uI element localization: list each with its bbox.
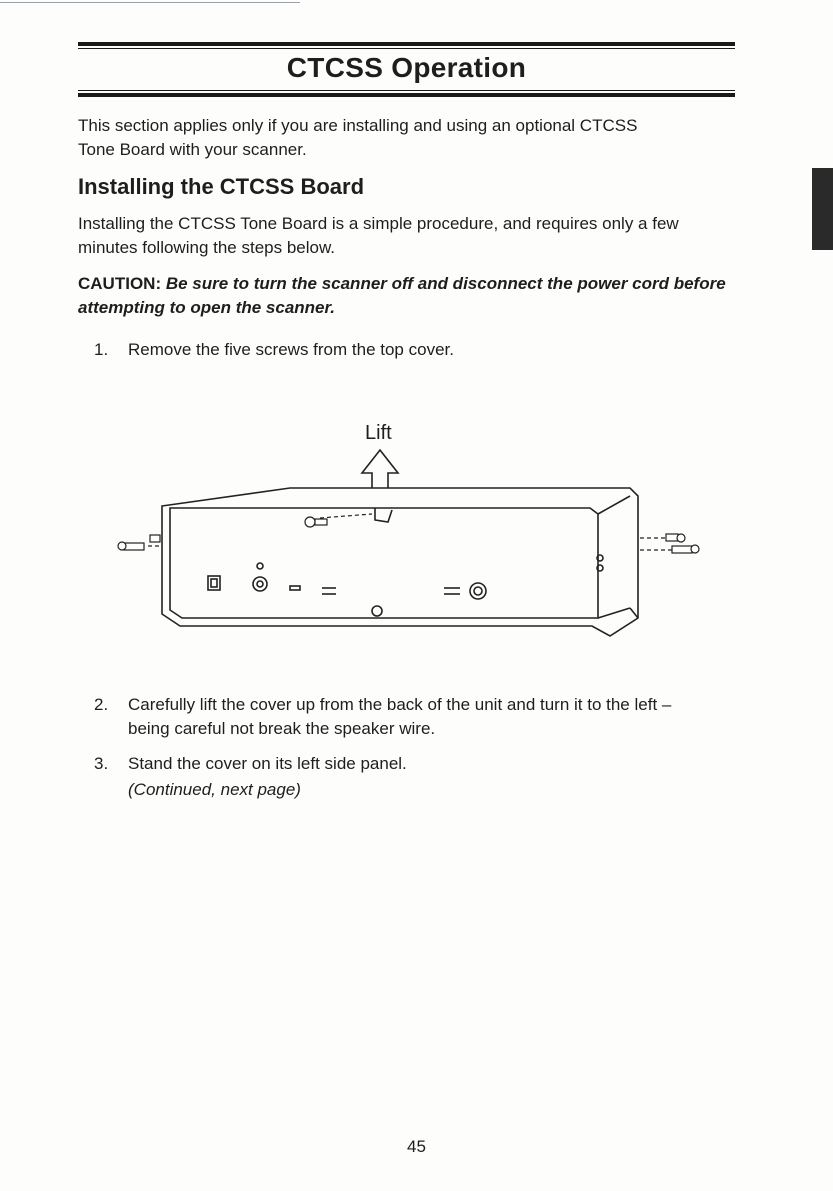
screw-icon [672,545,699,553]
title-rule-bottom [78,93,735,97]
scanner-body-outline [162,488,638,636]
screw-icon [666,534,685,542]
lift-arrow-icon [362,450,398,488]
caution-paragraph [78,272,738,320]
step-2 [94,693,714,741]
step-1 [94,338,714,362]
scan-top-line [0,2,300,3]
figure-lift-label: Lift [365,422,392,444]
title-rule-top [78,42,735,46]
step-number: 1. [94,340,109,359]
screw-icon [305,517,327,527]
title-rule-bottom-thin [78,90,735,91]
caution-label: CAUTION: [78,274,162,293]
step-text: Stand the cover on its left side panel. [128,754,407,773]
intro-paragraph: This section applies only if you are installing and using an optional CTCSS Tone Board with your scanner. [78,116,638,159]
section-heading: Installing the CTCSS Board [78,174,365,199]
screw-icon [118,542,144,550]
page-number: 45 [407,1137,426,1156]
step-3 [94,752,714,776]
section-intro-paragraph: Installing the CTCSS Tone Board is a simple procedure, and requires only a few minutes following the steps below. [78,214,679,257]
scanner-cover-diagram [110,418,710,648]
section-tab-marker [812,168,833,250]
title-rule-top-thin [78,48,735,49]
step-number: 3. [94,754,109,773]
page-title: CTCSS Operation [286,52,527,83]
continued-note: (Continued, next page) [128,780,301,799]
caution-text: Be sure to turn the scanner off and disconnect the power cord before attempting to open the scanner. [78,274,726,317]
screw-icon [150,535,160,542]
step-text: Remove the five screws from the top cover. [128,340,454,359]
step-text: Carefully lift the cover up from the back of the unit and turn it to the left – being careful not break the speaker wire. [128,695,672,738]
step-number: 2. [94,695,109,714]
